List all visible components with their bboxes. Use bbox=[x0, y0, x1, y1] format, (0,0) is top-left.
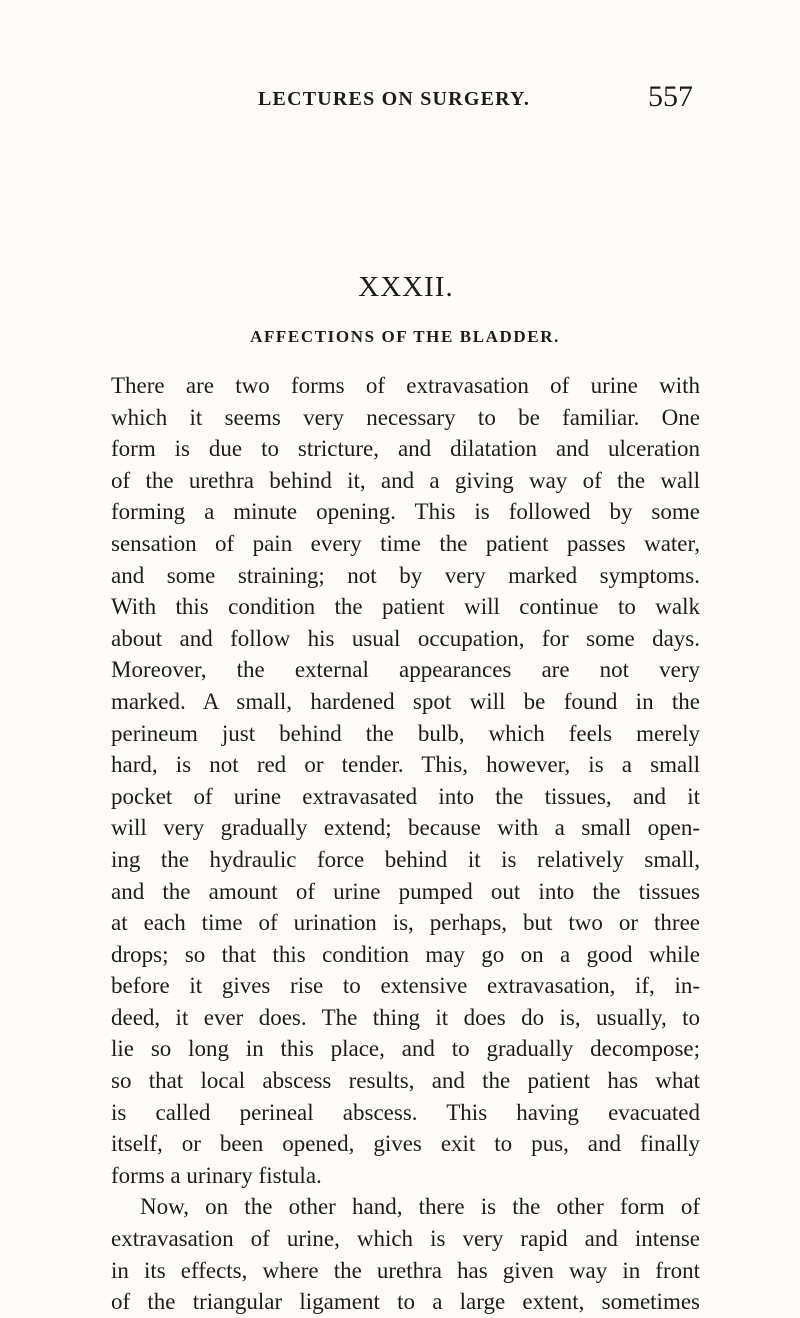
text-line: forms a urinary fistula. bbox=[111, 1162, 322, 1188]
text-line: form is due to stricture, and dilatation and ulceration bbox=[111, 436, 700, 462]
text-line: is called perineal abscess. This having evacuated bbox=[111, 1099, 700, 1125]
text-line: deed, it ever does. The thing it does do is, usually, to bbox=[111, 1004, 700, 1030]
chapter-title: AFFECTIONS OF THE BLADDER. bbox=[250, 327, 560, 346]
running-head: LECTURES ON SURGERY. bbox=[258, 88, 531, 110]
text-line: hard, is not red or tender. This, however, is a small bbox=[111, 752, 700, 778]
text-line: and some straining; not by very marked symptoms. bbox=[111, 562, 700, 588]
text-line: which it seems very necessary to be familiar. One bbox=[111, 404, 700, 430]
text-line: in its effects, where the urethra has given way in front bbox=[111, 1257, 700, 1283]
text-line: ing the hydraulic force behind it is relatively small, bbox=[111, 846, 700, 872]
text-line: about and follow his usual occupation, for some days. bbox=[111, 625, 700, 651]
body-text bbox=[111, 370, 700, 1318]
text-line: itself, or been opened, gives exit to pus, and finally bbox=[111, 1131, 700, 1157]
text-line: so that local abscess results, and the patient has what bbox=[111, 1068, 700, 1094]
text-line: of the triangular ligament to a large extent, sometimes bbox=[111, 1289, 700, 1315]
text-line: at each time of urination is, perhaps, but two or three bbox=[111, 910, 700, 936]
text-line: lie so long in this place, and to gradually decompose; bbox=[111, 1036, 700, 1062]
text-line: perineum just behind the bulb, which feels merely bbox=[111, 720, 700, 746]
chapter-number: XXXII. bbox=[358, 271, 454, 303]
text-line: sensation of pain every time the patient passes water, bbox=[111, 530, 700, 556]
text-line: There are two forms of extravasation of urine with bbox=[111, 373, 700, 398]
text-line: will very gradually extend; because with a small open- bbox=[111, 815, 700, 841]
page-number: 557 bbox=[648, 80, 693, 113]
text-line: Moreover, the external appearances are not very bbox=[111, 657, 700, 683]
text-line: forming a minute opening. This is followed by some bbox=[111, 499, 700, 525]
text-line: before it gives rise to extensive extravasation, if, in- bbox=[111, 973, 700, 999]
text-line: With this condition the patient will continue to walk bbox=[111, 594, 700, 620]
text-line: Now, on the other hand, there is the other form of bbox=[140, 1194, 700, 1220]
text-line: extravasation of urine, which is very rapid and intense bbox=[111, 1226, 700, 1252]
text-line: marked. A small, hardened spot will be found in the bbox=[111, 688, 700, 714]
text-line: drops; so that this condition may go on a good while bbox=[111, 941, 700, 967]
text-line: pocket of urine extravasated into the tissues, and it bbox=[111, 783, 700, 809]
text-line: and the amount of urine pumped out into the tissues bbox=[111, 878, 700, 904]
text-line: of the urethra behind it, and a giving way of the wall bbox=[111, 467, 700, 493]
